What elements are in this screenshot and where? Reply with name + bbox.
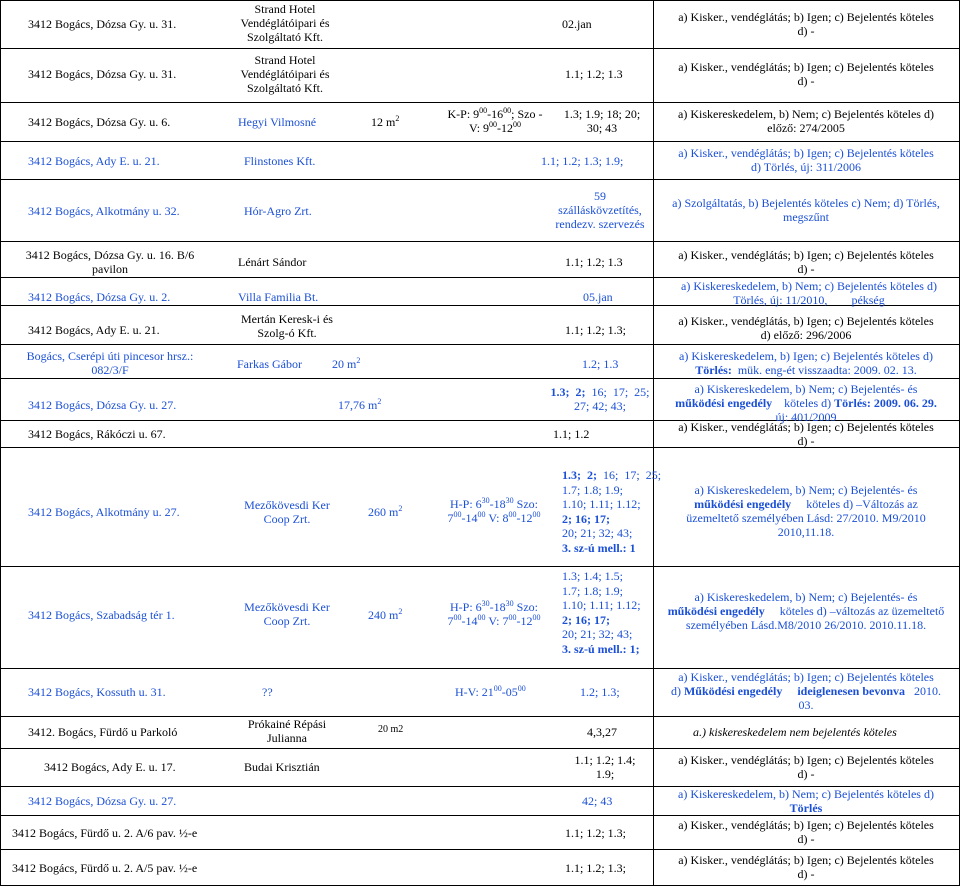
operator-cell: Strand Hotel Vendéglátóipari és Szolgáltató Kft. [240, 53, 330, 95]
area-cell: 20 m2 [378, 724, 404, 735]
status-cell: a) Kisker., vendéglátás; b) Igen; c) Bejelentés köteles d) - [678, 420, 934, 448]
operator-cell: Hegyi Vilmosné [238, 115, 317, 129]
codes-cell: 1.1; 1.2; 1.3; [565, 826, 627, 840]
operator-cell: Lénárt Sándor [238, 255, 307, 269]
area-cell: 260 $m^2$ [368, 504, 403, 519]
address-cell: 3412 Bogács, Dózsa Gy. u. 31. [28, 67, 177, 81]
operator-cell: Budai Krisztián [244, 760, 320, 774]
codes-cell: 1.1; 1.2; 1.4; 1.9; [574, 753, 636, 781]
status-cell: a) Kisker., vendéglátás; b) Igen; c) Bejelentés köteles d) - [678, 818, 934, 846]
address-cell: 3412 Bogács, Fürdő u. 2. A/6 pav. ½-e [12, 826, 198, 840]
address-cell: 3412 Bogács, Dózsa Gy. u. 27. [28, 398, 177, 412]
status-cell: a) Kisker., vendéglátás; b) Igen; c) Bejelentés köteles d) Törlés, új: 311/2006 [678, 146, 934, 174]
activity-code: 2; [587, 468, 597, 482]
codes-cell: 1.1; 1.2; 1.3; 1.9; [541, 154, 624, 168]
area-cell: 12 $m^2$ [371, 114, 400, 129]
operator-cell: Flinstones Kft. [244, 154, 316, 168]
opening-hours-cell: H-V: $21^{00}-05^{00}$ [455, 684, 526, 699]
codes-cell: 1.2; 1.3; [580, 685, 620, 699]
opening-hours-cell: K-P: $9^{00}-16^{00}$; Szo - V: $9^{00}-12^{00}$ [447, 106, 543, 135]
address-cell: 3412 Bogács, Dózsa Gy. u. 16. B/6 pavilon [25, 248, 195, 276]
address-cell: 3412 Bogács, Ady E. u. 21. [28, 154, 160, 168]
status-cell: a) Szolgáltatás, b) Bejelentés köteles c) Nem; d) Törlés, megszűnt [672, 196, 940, 224]
operator-cell: ?? [262, 685, 273, 699]
operator-cell: Prókainé Répási Julianna [247, 717, 327, 745]
area-cell: 17,76 $m^2$ [338, 397, 382, 412]
address-cell: 3412 Bogács, Dózsa Gy. u. 31. [28, 17, 177, 31]
operator-cell: Mertán Keresk-i és Szolg-ó Kft. [241, 312, 333, 340]
codes-cell: 1.2; 1.3 [582, 357, 619, 371]
area-cell: 20 $m^2$ [332, 356, 361, 371]
address-cell: 3412 Bogács, Fürdő u. 2. A/5 pav. ½-e [12, 861, 198, 875]
status-cell: a) Kiskereskedelem, b) Nem; c) Bejelentés köteles d) Törlés, új: 11/2010, pékség [681, 279, 937, 307]
operator-cell: Villa Familia Bt. [238, 290, 319, 304]
address-cell: Bogács, Cserépi úti pincesor hrsz.: 082/3/F [26, 349, 194, 377]
codes-cell: 1.1; 1.2; 1.3; [565, 323, 627, 337]
status-cell: a) Kiskereskedelem, b) Nem; c) Bejelentés köteles d) előző: 274/2005 [678, 107, 934, 135]
codes-cell: 1.1; 1.2; 1.3 [565, 67, 623, 81]
activity-code: 1.3; [562, 468, 581, 482]
operator-cell: Strand Hotel Vendéglátóipari és Szolgáltató Kft. [240, 2, 330, 44]
status-cell: a) Kisker., vendéglátás; b) Igen; c) Bejelentés köteles d) - [678, 248, 934, 276]
address-cell: 3412 Bogács, Dózsa Gy. u. 2. [28, 290, 171, 304]
address-cell: 3412 Bogács, Dózsa Gy. u. 6. [28, 115, 171, 129]
operator-cell: Mezőkövesdi Ker Coop Zrt. [244, 498, 330, 526]
activity-code: 16; [603, 468, 619, 482]
status-cell: a) Kisker., vendéglátás; b) Igen; c) Bejelentés köteles d) - [678, 60, 934, 88]
codes-cell: 1.1; 1.2 [553, 427, 590, 441]
status-cell: a) Kiskereskedelem, b) Igen; c) Bejelentés köteles d) Törlés: mük. eng-ét visszaadta: 2009. 02. 13. [679, 349, 933, 377]
date-cell: 05.jan [583, 290, 613, 304]
status-cell: a) Kiskereskedelem, b) Nem; c) Bejelentés- és működési engedély köteles d) –változás az üzemeltető személyében Lásd.M8/2010 26/2010. 2010.11.18. [667, 590, 945, 632]
status-cell: a) Kisker., vendéglátás; b) Igen; c) Bejelentés köteles d) - [678, 853, 934, 881]
status-cell: a) Kiskereskedelem, b) Nem; c) Bejelentés- és működési engedély köteles d) –Változás az üzemeltető személyében Lásd: 27/2010. M9/2010 2010,11.18. [686, 483, 926, 539]
area-cell: 240 $m^2$ [368, 607, 403, 622]
status-cell: a.) kiskereskedelem nem bejelentés köteles [693, 725, 897, 739]
codes-cell: 4,3,27 [587, 725, 617, 739]
codes-cell: 1.3; 1.4; 1.5; 1.7; 1.8; 1.9; 1.10; 1.11; 1.12; 2; 16; 17; 20; 21; 32; 43; 3. sz-ú mell.: 1; [562, 569, 641, 656]
address-cell: 3412 Bogács, Alkotmány u. 32. [28, 204, 180, 218]
status-cell: a) Kiskereskedelem, b) Nem; c) Bejelentés köteles d) Törlés [678, 787, 934, 815]
address-cell: 3412 Bogács, Ady E. u. 17. [44, 760, 176, 774]
opening-hours-cell: H-P: $6^{30}-18^{30}$ Szo: $7^{00}-14^{00}$ V: $8^{00}-12^{00}$ [447, 496, 541, 525]
date-cell: 02.jan [562, 17, 592, 31]
address-cell: 3412. Bogács, Fürdő u Parkoló [28, 725, 178, 739]
status-cell: a) Kisker., vendéglátás; b) Igen; c) Bejelentés köteles d) Működési engedély ideiglenesen bevonva 2010. 03. [670, 670, 941, 712]
codes-cell: 1.1; 1.2; 1.3; [565, 861, 627, 875]
address-cell: 3412 Bogács, Rákóczi u. 67. [28, 427, 166, 441]
codes-cell: 42; 43 [582, 794, 613, 808]
codes-cell: 59 szálláskövzetítés, rendezv. szervezés [555, 189, 645, 231]
address-cell: 3412 Bogács, Kossuth u. 31. [28, 685, 166, 699]
operator-cell: Hór-Agro Zrt. [244, 204, 312, 218]
address-cell: 3412 Bogács, Alkotmány u. 27. [28, 505, 180, 519]
status-cell: a) Kisker., vendéglátás; b) Igen; c) Bejelentés köteles d) - [678, 753, 934, 781]
activity-code: 17; [624, 468, 640, 482]
status-cell: a) Kisker., vendéglátás; b) Igen; c) Bejelentés köteles d) - [678, 10, 934, 38]
activity-code: 25; [645, 468, 662, 482]
operator-cell: Mezőkövesdi Ker Coop Zrt. [244, 600, 330, 628]
operator-cell: Farkas Gábor [237, 357, 302, 371]
codes-cell: 1.1; 1.2; 1.3 [565, 255, 623, 269]
address-cell: 3412 Bogács, Dózsa Gy. u. 27. [28, 794, 177, 808]
codes-cell: 1.3; 1.9; 18; 20; 30; 43 [563, 107, 641, 135]
codes-cell: 1.3; 2; 16; 17; 25; 27; 42; 43; [550, 385, 650, 413]
status-cell: a) Kisker., vendéglátás, b) Igen; c) Bejelentés köteles d) előző: 296/2006 [678, 314, 934, 342]
address-cell: 3412 Bogács, Ady E. u. 21. [28, 323, 160, 337]
opening-hours-cell: H-P: $6^{30}-18^{30}$ Szo: $7^{00}-14^{00}$ V: $7^{00}-12^{00}$ [447, 599, 541, 628]
status-cell: a) Kiskereskedelem, b) Nem; c) Bejelentés- és működési engedély köteles d) Törlés: 2009. 06. 29. új: 401/2009 [675, 382, 937, 424]
codes-cell: 1.3; 2; 16; 17; 25; 1.7; 1.8; 1.9; 1.10; 1.11; 1.12; 2; 16; 17; 20; 21; 32; 43; 3. sz-ú mell.: 1 [562, 468, 662, 555]
address-cell: 3412 Bogács, Szabadság tér 1. [28, 608, 175, 622]
